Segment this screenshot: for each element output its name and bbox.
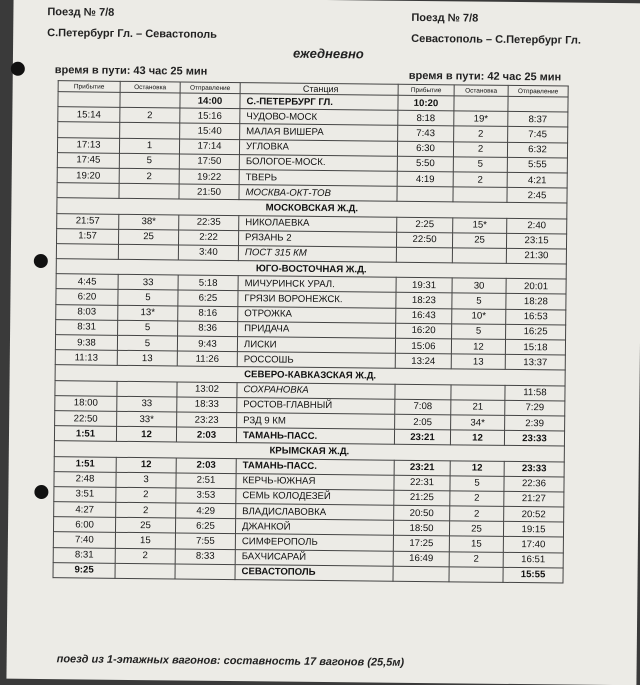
cell-stop-return: 2 <box>450 506 504 522</box>
cell-stop: 33 <box>118 275 178 291</box>
cell-stop-return: 25 <box>449 521 503 537</box>
cell-station: ПРИДАЧА <box>238 321 396 338</box>
cell-departure-return: 21:30 <box>506 248 566 264</box>
cell-departure: 5:18 <box>178 275 238 291</box>
cell-stop-return: 15* <box>453 217 507 233</box>
cell-stop: 15 <box>115 533 175 549</box>
cell-arrival-return: 10:20 <box>398 95 454 111</box>
col-stop: Остановка <box>120 81 180 93</box>
cell-arrival-return: 22:31 <box>394 475 450 491</box>
cell-stop-return <box>449 567 503 583</box>
cell-departure: 2:03 <box>176 427 236 443</box>
cell-stop-return: 2 <box>453 172 507 188</box>
cell-stop: 5 <box>117 335 177 351</box>
cell-stop-return: 19* <box>454 111 508 127</box>
timetable <box>53 80 569 583</box>
cell-station: КЕРЧЬ-ЮЖНАЯ <box>236 473 394 490</box>
cell-station: РОССОШЬ <box>237 352 395 369</box>
cell-stop <box>117 381 177 397</box>
cell-stop: 12 <box>116 457 176 473</box>
cell-departure-return: 21:27 <box>504 491 564 507</box>
cell-station: СЕВАСТОПОЛЬ <box>235 564 393 581</box>
cell-arrival-return: 6:30 <box>397 141 453 157</box>
cell-departure-return: 2:40 <box>507 218 567 234</box>
cell-stop-return: 15 <box>449 536 503 552</box>
cell-departure: 21:50 <box>179 184 239 200</box>
cell-station: МАЛАЯ ВИШЕРА <box>240 124 398 141</box>
cell-station: СИМФЕРОПОЛЬ <box>235 534 393 551</box>
col-stop-return: Остановка <box>454 85 508 97</box>
cell-station: РОСТОВ-ГЛАВНЫЙ <box>237 397 395 414</box>
cell-arrival <box>57 183 119 199</box>
cell-arrival: 1:51 <box>54 456 116 472</box>
cell-departure: 3:53 <box>176 488 236 504</box>
cell-arrival-return: 16:20 <box>396 323 452 339</box>
cell-departure-return: 16:51 <box>503 552 563 568</box>
cell-stop-return: 5 <box>453 157 507 173</box>
cell-stop: 13* <box>118 305 178 321</box>
cell-stop-return: 12 <box>451 339 505 355</box>
cell-arrival-return: 23:21 <box>394 460 450 476</box>
cell-stop <box>120 123 180 139</box>
cell-stop: 25 <box>115 518 175 534</box>
cell-departure: 15:40 <box>180 123 240 139</box>
cell-stop: 38* <box>119 214 179 230</box>
railway-section-label: СЕВЕРО-КАВКАЗСКАЯ Ж.Д. <box>55 365 565 386</box>
cell-stop: 13 <box>117 351 177 367</box>
cell-station: РЯЗАНЬ 2 <box>238 230 396 247</box>
cell-station: ОТРОЖКА <box>238 306 396 323</box>
cell-departure: 11:26 <box>177 351 237 367</box>
cell-stop-return <box>452 248 506 264</box>
cell-station: ЛИСКИ <box>237 337 395 354</box>
cell-departure-return: 19:15 <box>503 522 563 538</box>
col-station: Станция <box>240 83 398 96</box>
cell-departure: 8:16 <box>178 306 238 322</box>
cell-station: ВЛАДИСЛАВОВКА <box>236 504 394 521</box>
cell-departure-return: 15:18 <box>505 339 565 355</box>
cell-departure-return: 20:01 <box>506 279 566 295</box>
cell-departure-return: 2:45 <box>507 188 567 204</box>
cell-stop <box>118 244 178 260</box>
cell-departure-return: 2:39 <box>505 415 565 431</box>
cell-arrival: 15:14 <box>58 107 120 123</box>
railway-section-label: КРЫМСКАЯ Ж.Д. <box>54 441 564 462</box>
cell-arrival-return: 5:50 <box>397 156 453 172</box>
cell-arrival: 17:13 <box>57 137 119 153</box>
cell-stop: 2 <box>116 502 176 518</box>
cell-departure-return: 11:58 <box>505 385 565 401</box>
cell-stop-return: 2 <box>453 141 507 157</box>
cell-departure-return: 20:52 <box>504 506 564 522</box>
cell-stop <box>119 183 179 199</box>
railway-section-label: ЮГО-ВОСТОЧНАЯ Ж.Д. <box>56 259 566 280</box>
cell-arrival <box>58 122 120 138</box>
cell-arrival-return: 15:06 <box>395 338 451 354</box>
cell-arrival-return <box>395 384 451 400</box>
cell-station: СОХРАНОВКА <box>237 382 395 399</box>
cell-arrival-return: 7:08 <box>395 399 451 415</box>
cell-arrival: 9:25 <box>53 562 115 578</box>
cell-arrival-return: 22:50 <box>396 232 452 248</box>
cell-departure-return: 6:32 <box>507 142 567 158</box>
cell-departure: 23:23 <box>177 412 237 428</box>
cell-stop-return: 5 <box>452 324 506 340</box>
col-arrival: Прибытие <box>58 81 120 93</box>
cell-arrival: 7:40 <box>53 532 115 548</box>
cell-stop: 1 <box>119 138 179 154</box>
cell-stop-return: 25 <box>452 233 506 249</box>
cell-arrival: 9:38 <box>55 335 117 351</box>
cell-stop-return <box>454 96 508 112</box>
cell-departure: 6:25 <box>175 518 235 534</box>
cell-arrival: 11:13 <box>55 350 117 366</box>
col-arrival-return: Прибытие <box>398 84 454 96</box>
punch-hole <box>34 485 48 499</box>
cell-departure-return: 16:25 <box>506 324 566 340</box>
cell-stop-return: 13 <box>451 354 505 370</box>
cell-departure: 8:36 <box>178 321 238 337</box>
cell-departure-return: 13:37 <box>505 355 565 371</box>
cell-departure: 15:16 <box>180 108 240 124</box>
cell-station: УГЛОВКА <box>239 139 397 156</box>
railway-section-label: МОСКОВСКАЯ Ж.Д. <box>57 198 567 219</box>
cell-station: РЗД 9 КМ <box>237 413 395 430</box>
cell-departure-return: 4:21 <box>507 172 567 188</box>
cell-arrival: 8:31 <box>53 547 115 563</box>
left-route: С.Петербург Гл. – Севастополь <box>47 27 218 41</box>
cell-stop-return: 2 <box>450 491 504 507</box>
cell-arrival-return: 20:50 <box>394 505 450 521</box>
left-train-number: Поезд № 7/8 <box>47 6 115 19</box>
cell-arrival: 6:20 <box>56 289 118 305</box>
cell-departure: 9:43 <box>177 336 237 352</box>
cell-arrival-return: 2:25 <box>397 217 453 233</box>
cell-station: СЕМЬ КОЛОДЕЗЕЙ <box>236 488 394 505</box>
cell-stop-return: 34* <box>451 415 505 431</box>
cell-departure-return: 22:36 <box>504 476 564 492</box>
cell-stop: 5 <box>119 153 179 169</box>
cell-stop: 3 <box>116 472 176 488</box>
cell-arrival-return: 16:49 <box>393 551 449 567</box>
cell-arrival-return: 2:05 <box>395 414 451 430</box>
cell-station: БАХЧИСАРАЙ <box>235 549 393 566</box>
cell-departure-return: 23:33 <box>504 461 564 477</box>
cell-stop: 2 <box>116 487 176 503</box>
cell-departure: 17:14 <box>179 139 239 155</box>
cell-arrival: 22:50 <box>55 411 117 427</box>
cell-stop-return: 12 <box>450 430 504 446</box>
footer-note: поезд из 1-этажных вагонов: составность 17 вагонов (25,5м) <box>56 653 405 669</box>
cell-departure: 13:02 <box>177 382 237 398</box>
cell-arrival: 4:45 <box>56 274 118 290</box>
cell-departure-return: 16:53 <box>506 309 566 325</box>
cell-departure: 2:51 <box>176 473 236 489</box>
right-route: Севастополь – С.Петербург Гл. <box>411 32 581 47</box>
cell-departure: 2:03 <box>176 457 236 473</box>
right-train-number: Поезд № 7/8 <box>411 11 479 25</box>
right-travel-time: время в пути: 42 час 25 мин <box>408 69 562 84</box>
cell-stop <box>115 563 175 579</box>
cell-stop: 2 <box>115 548 175 564</box>
cell-station: ПОСТ 315 КМ <box>238 245 396 262</box>
timetable-sheet <box>6 0 640 685</box>
cell-departure: 14:00 <box>180 93 240 109</box>
cell-arrival: 4:27 <box>54 502 116 518</box>
cell-arrival-return <box>396 247 452 263</box>
cell-stop-return: 5 <box>452 293 506 309</box>
cell-departure: 8:33 <box>175 549 235 565</box>
cell-departure-return <box>508 96 568 112</box>
cell-departure: 22:35 <box>179 214 239 230</box>
cell-arrival: 19:20 <box>57 168 119 184</box>
cell-stop: 2 <box>119 168 179 184</box>
cell-stop: 2 <box>120 108 180 124</box>
cell-stop-return <box>451 384 505 400</box>
cell-station: ТАМАНЬ-ПАСС. <box>236 458 394 475</box>
cell-stop-return: 12 <box>450 460 504 476</box>
cell-arrival: 1:57 <box>57 228 119 244</box>
cell-station: ЧУДОВО-МОСК <box>240 109 398 126</box>
cell-arrival: 1:51 <box>54 426 116 442</box>
cell-stop: 33* <box>117 411 177 427</box>
cell-departure: 7:55 <box>175 533 235 549</box>
cell-departure-return: 23:15 <box>506 233 566 249</box>
cell-arrival-return: 19:31 <box>396 277 452 293</box>
cell-arrival: 18:00 <box>55 395 117 411</box>
cell-stop: 12 <box>116 426 176 442</box>
frequency-label: ежедневно <box>292 45 364 62</box>
cell-arrival <box>56 244 118 260</box>
cell-station: ДЖАНКОЙ <box>235 519 393 536</box>
punch-hole <box>11 62 25 76</box>
cell-station: БОЛОГОЕ-МОСК. <box>239 154 397 171</box>
cell-stop: 5 <box>118 320 178 336</box>
cell-station: ТАМАНЬ-ПАСС. <box>236 428 394 445</box>
cell-departure-return: 7:29 <box>505 400 565 416</box>
cell-departure: 4:29 <box>176 503 236 519</box>
cell-stop-return: 10* <box>452 308 506 324</box>
cell-arrival-return: 18:50 <box>393 520 449 536</box>
cell-arrival-return <box>393 566 449 582</box>
cell-stop: 33 <box>117 396 177 412</box>
cell-station: МИЧУРИНСК УРАЛ. <box>238 276 396 293</box>
cell-arrival: 2:48 <box>54 471 116 487</box>
col-departure-return: Отправление <box>508 85 568 97</box>
cell-arrival-return: 7:43 <box>398 126 454 142</box>
cell-stop-return <box>453 187 507 203</box>
cell-departure-return: 15:55 <box>503 567 563 583</box>
cell-station: НИКОЛАЕВКА <box>239 215 397 232</box>
cell-departure: 2:22 <box>178 230 238 246</box>
cell-stop-return: 5 <box>450 476 504 492</box>
cell-arrival-return: 18:23 <box>396 293 452 309</box>
cell-station: ТВЕРЬ <box>239 170 397 187</box>
cell-stop-return: 30 <box>452 278 506 294</box>
cell-stop-return: 2 <box>454 126 508 142</box>
cell-arrival-return: 4:19 <box>397 171 453 187</box>
cell-stop: 5 <box>118 290 178 306</box>
cell-departure-return: 5:55 <box>507 157 567 173</box>
cell-arrival: 8:03 <box>56 304 118 320</box>
cell-arrival <box>55 380 117 396</box>
cell-departure <box>175 564 235 580</box>
cell-arrival: 8:31 <box>56 319 118 335</box>
cell-stop-return: 2 <box>449 551 503 567</box>
left-travel-time: время в пути: 43 час 25 мин <box>54 64 208 78</box>
cell-arrival <box>58 92 120 108</box>
cell-stop-return: 21 <box>451 400 505 416</box>
cell-arrival: 6:00 <box>53 517 115 533</box>
cell-stop: 25 <box>119 229 179 245</box>
cell-arrival-return: 16:43 <box>396 308 452 324</box>
cell-arrival-return: 17:25 <box>393 536 449 552</box>
cell-station: С.-ПЕТЕРБУРГ ГЛ. <box>240 94 398 111</box>
cell-departure-return: 18:28 <box>506 294 566 310</box>
cell-station: ГРЯЗИ ВОРОНЕЖСК. <box>238 291 396 308</box>
cell-arrival: 21:57 <box>57 213 119 229</box>
cell-departure-return: 7:45 <box>508 127 568 143</box>
cell-arrival: 17:45 <box>57 152 119 168</box>
cell-departure-return: 8:37 <box>508 112 568 128</box>
cell-departure: 6:25 <box>178 290 238 306</box>
cell-departure-return: 17:40 <box>503 537 563 553</box>
cell-arrival: 3:51 <box>54 487 116 503</box>
cell-arrival-return: 23:21 <box>394 429 450 445</box>
cell-departure-return: 23:33 <box>504 431 564 447</box>
cell-departure: 19:22 <box>179 169 239 185</box>
punch-hole <box>34 254 48 268</box>
cell-departure: 3:40 <box>178 245 238 261</box>
cell-arrival-return: 8:18 <box>398 110 454 126</box>
cell-stop <box>120 92 180 108</box>
cell-arrival-return: 13:24 <box>395 353 451 369</box>
cell-arrival-return: 21:25 <box>394 490 450 506</box>
cell-departure: 18:33 <box>177 397 237 413</box>
col-departure: Отправление <box>180 82 240 94</box>
cell-departure: 17:50 <box>179 154 239 170</box>
cell-arrival-return <box>397 186 453 202</box>
cell-station: МОСКВА-ОКТ-ТОВ <box>239 185 397 202</box>
